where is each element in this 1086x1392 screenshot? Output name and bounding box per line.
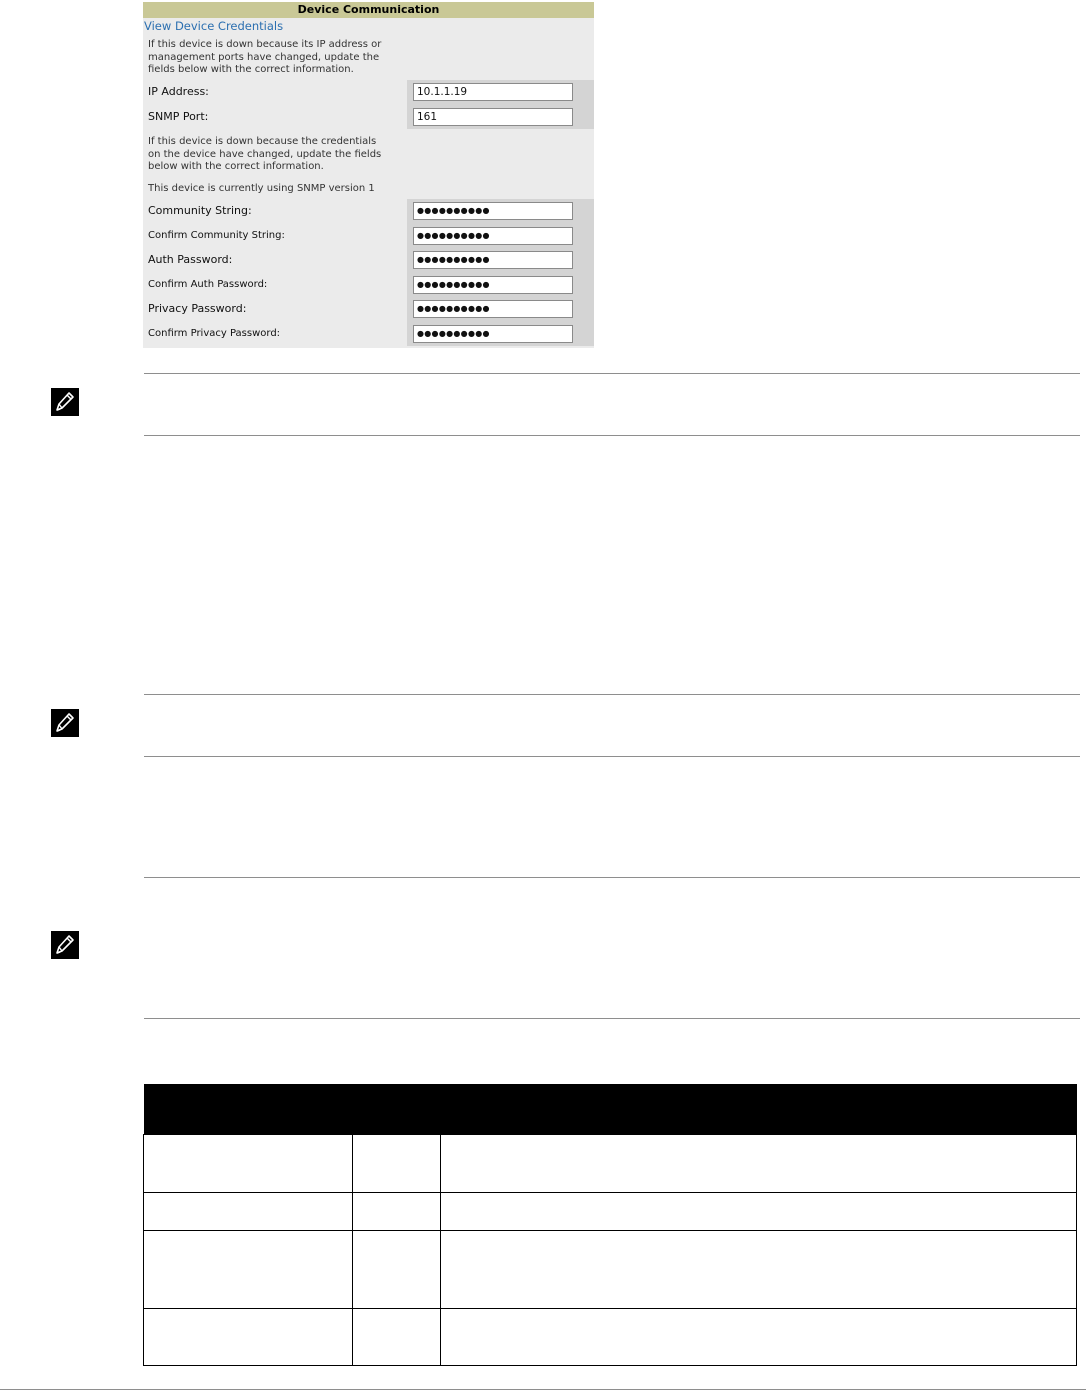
confirm-community-string-label: Confirm Community String: (148, 229, 285, 241)
community-string-label: Community String: (148, 204, 252, 217)
table-header-cell (440, 1084, 1076, 1135)
panel-title: Device Communication (143, 2, 594, 18)
table-cell (352, 1135, 440, 1193)
confirm-community-string-row (143, 224, 594, 249)
table-cell (144, 1193, 353, 1231)
device-communication-panel (143, 2, 594, 348)
table-row (144, 1193, 1077, 1231)
note-pencil-icon (51, 709, 79, 737)
confirm-auth-password-input[interactable]: ●●●●●●●●●● (413, 276, 573, 294)
table-cell (440, 1309, 1076, 1366)
auth-password-row (143, 248, 594, 273)
ip-address-label: IP Address: (148, 85, 209, 98)
confirm-auth-password-row (143, 273, 594, 298)
table-cell (144, 1309, 353, 1366)
table-row (144, 1231, 1077, 1309)
auth-password-input[interactable]: ●●●●●●●●●● (413, 251, 573, 269)
note-top-rule (144, 877, 1080, 878)
page-bottom-rule (0, 1389, 1086, 1390)
note-bottom-rule (144, 1018, 1080, 1019)
table-cell (440, 1135, 1076, 1193)
table-header-cell (352, 1084, 440, 1135)
privacy-password-label: Privacy Password: (148, 302, 247, 315)
auth-password-label: Auth Password: (148, 253, 233, 266)
snmp-port-label: SNMP Port: (148, 109, 209, 123)
table-cell (352, 1231, 440, 1309)
table-cell (352, 1309, 440, 1366)
note-top-rule (144, 694, 1080, 695)
note-top-rule (144, 373, 1080, 374)
ip-address-input[interactable]: 10.1.1.19 (413, 83, 573, 101)
note-pencil-icon (51, 931, 79, 959)
note-bottom-rule (144, 435, 1080, 436)
note-bottom-rule (144, 756, 1080, 757)
privacy-password-input[interactable]: ●●●●●●●●●● (413, 300, 573, 318)
confirm-privacy-password-input[interactable]: ●●●●●●●●●● (413, 325, 573, 343)
table-cell (144, 1231, 353, 1309)
note-pencil-icon (51, 388, 79, 416)
snmp-port-input[interactable]: 161 (413, 108, 573, 126)
confirm-auth-password-label: Confirm Auth Password: (148, 278, 268, 290)
community-string-row (143, 199, 594, 224)
confirm-privacy-password-label: Confirm Privacy Password: (148, 327, 281, 339)
field-table (143, 1084, 1077, 1366)
table-cell (440, 1231, 1076, 1309)
community-string-input[interactable]: ●●●●●●●●●● (413, 202, 573, 220)
privacy-password-row (143, 297, 594, 322)
table-row (144, 1135, 1077, 1193)
confirm-community-string-input[interactable]: ●●●●●●●●●● (413, 227, 573, 245)
view-device-credentials-link[interactable]: View Device Credentials (144, 19, 284, 33)
table-cell (144, 1135, 353, 1193)
snmp-port-row (143, 105, 594, 130)
table-cell (440, 1193, 1076, 1231)
ip-change-note: If this device is down because its IP address or management ports have changed, update the fields below with the correct information. (148, 39, 382, 75)
ip-address-row (143, 80, 594, 105)
table-header-cell (144, 1084, 353, 1135)
table-header-row (144, 1084, 1077, 1135)
confirm-privacy-password-row (143, 322, 594, 347)
table-cell (352, 1193, 440, 1231)
table-row (144, 1309, 1077, 1366)
credentials-change-note: If this device is down because the credentials on the device have changed, update the fields below with the correct information. (148, 136, 382, 172)
snmp-version-text: This device is currently using SNMP version 1 (148, 183, 375, 194)
